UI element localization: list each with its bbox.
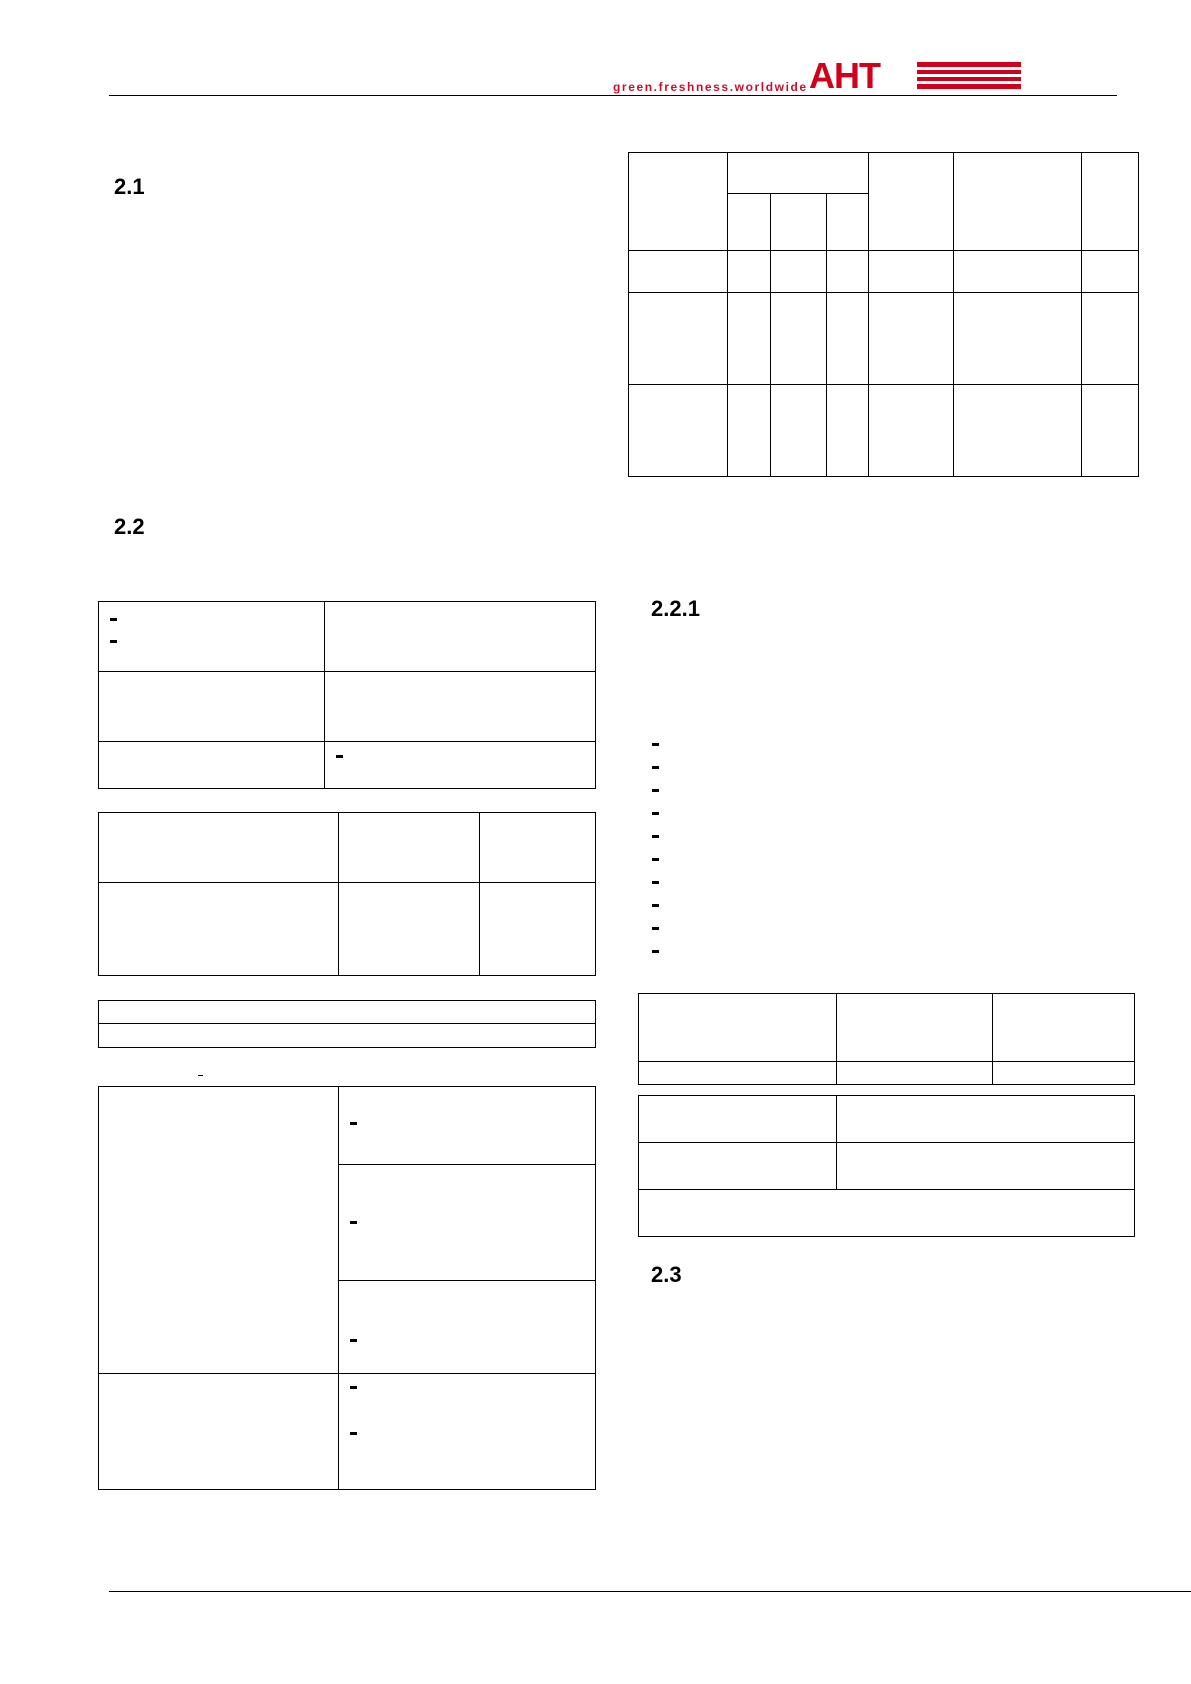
aht-logo [809, 60, 1021, 92]
small-dash-marker [198, 1075, 203, 1076]
section-2-2-1-heading: 2.2.1 [651, 596, 700, 621]
spec-table-left-2 [98, 812, 596, 976]
header-rule [109, 95, 1117, 96]
list-bullet-dash [652, 904, 659, 907]
spec-table-right-2 [638, 1095, 1135, 1237]
list-bullet-dash [652, 812, 659, 815]
list-bullet-dash [652, 743, 659, 746]
brand-tagline: green.freshness.worldwide [613, 80, 808, 94]
dash-marker [350, 1386, 357, 1389]
section-2-2-heading: 2.2 [114, 514, 145, 539]
spec-table-left-4 [98, 1086, 596, 1490]
list-bullet-dash [652, 950, 659, 953]
footer-rule [109, 1591, 1191, 1592]
list-bullet-dash [652, 766, 659, 769]
spec-table-top-right [628, 152, 1139, 477]
aht-logo-text: AHT [809, 60, 880, 92]
dash-marker [110, 640, 117, 643]
section-2-1-heading: 2.1 [114, 174, 145, 199]
spec-table-right-1 [638, 993, 1135, 1085]
list-bullet-dash [652, 881, 659, 884]
list-bullet-dash [652, 835, 659, 838]
spec-table-left-3 [98, 1000, 596, 1048]
dash-marker [336, 755, 343, 758]
section-2-3-heading: 2.3 [651, 1262, 682, 1287]
list-bullet-dash [652, 927, 659, 930]
dash-marker [350, 1432, 357, 1435]
dash-marker [110, 618, 117, 621]
list-bullet-dash [652, 789, 659, 792]
dash-marker [350, 1221, 357, 1224]
dash-marker [350, 1339, 357, 1342]
spec-table-left-1 [98, 601, 596, 789]
list-bullet-dash [652, 858, 659, 861]
dash-marker [350, 1122, 357, 1125]
